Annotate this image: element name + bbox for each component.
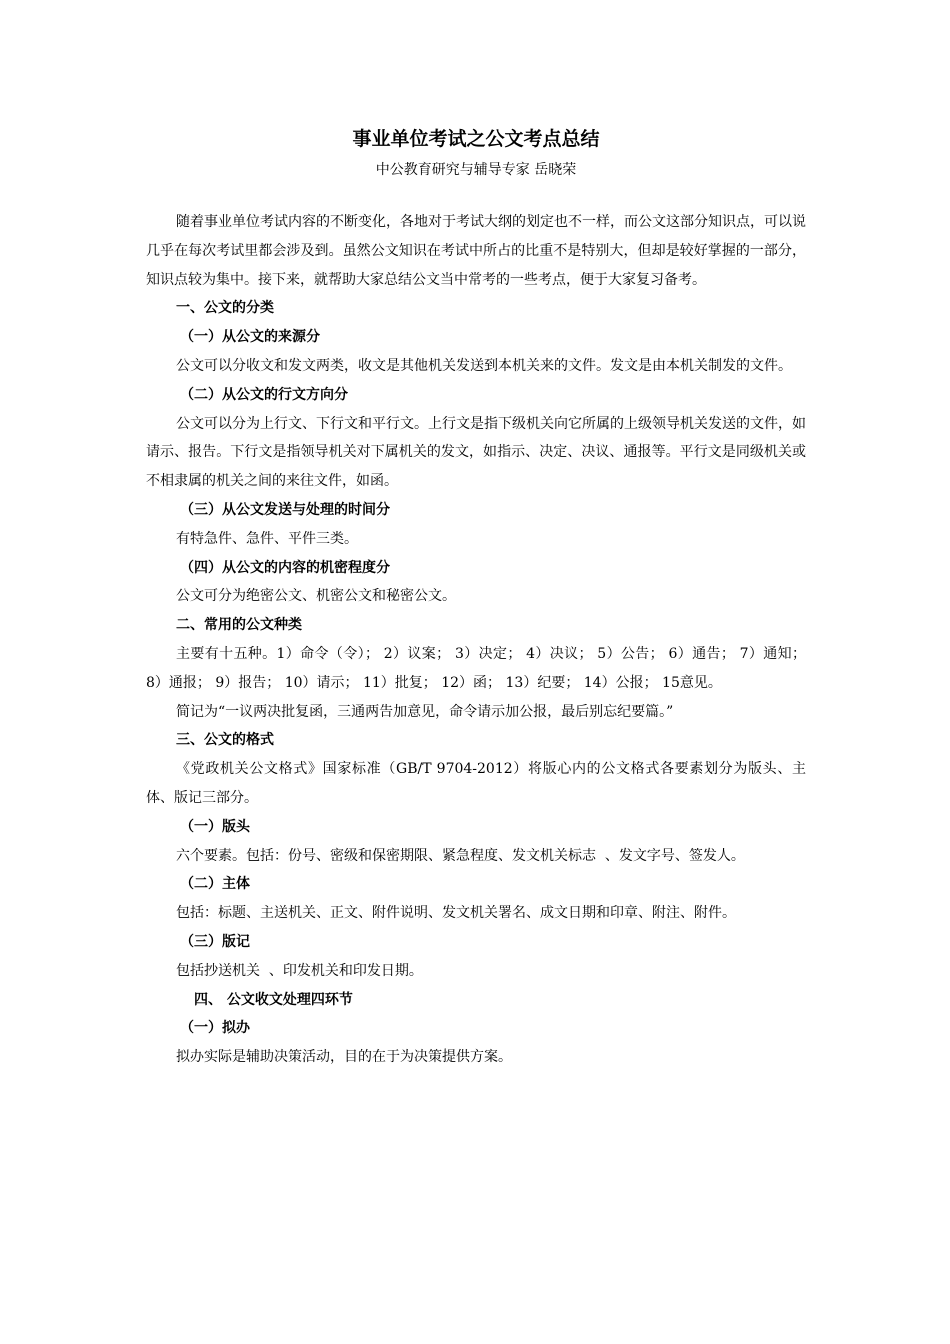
subsection-heading: （四）从公文的内容的机密程度分 [180, 559, 390, 576]
section-heading-1: 一、公文的分类 [176, 300, 274, 317]
document-page [146, 122, 811, 1072]
subsection-heading: （一）从公文的来源分 [180, 329, 320, 346]
body-paragraph: 《党政机关公文格式》国家标准（GB/T 9704-2012）将版心内的公文格式各要素划分为版头、主体、版记三部分。 [146, 761, 806, 806]
subsection-heading: （三）从公文发送与处理的时间分 [180, 501, 390, 518]
body-paragraph: 六个要素。包括：份号、密级和保密期限、紧急程度、发文机关标志 、发文字号、签发人。 [176, 847, 745, 864]
body-paragraph: 有特急件、急件、平件三类。 [176, 530, 358, 547]
subsection-heading: （二）主体 [180, 876, 250, 893]
section-heading-2: 二、常用的公文种类 [176, 617, 302, 634]
body-paragraph: 主要有十五种。1）命令（令）； 2）议案； 3）决定； 4）决议； 5）公告； 6）通告； 7）通知； 8）通报； 9）报告； 10）请示； 11）批复； 12）函； 13）纪要； 14）公报； 15意见。 [146, 645, 811, 691]
subsection-heading: （一）拟办 [180, 1020, 250, 1037]
intro-paragraph: 随着事业单位考试内容的不断变化，各地对于考试大纲的划定也不一样，而公文这部分知识点，可以说几乎在每次考试里都会涉及到。虽然公文知识在考试中所占的比重不是特别大，但却是较好掌握的一部分，知识点较为集中。接下来，就帮助大家总结公文当中常考的一些考点，便于大家复习备考。 [146, 214, 806, 288]
body-paragraph: 包括抄送机关 、印发机关和印发日期。 [176, 962, 423, 979]
body-paragraph: 拟办实际是辅助决策活动，目的在于为决策提供方案。 [176, 1049, 512, 1066]
document-title: 事业单位考试之公文考点总结 [352, 128, 600, 150]
section-heading-4: 四、 公文收文处理四环节 [194, 991, 353, 1008]
body-paragraph: 公文可以分收文和发文两类，收文是其他机关发送到本机关来的文件。发文是由本机关制发的文件。 [176, 357, 792, 374]
author-line: 中公教育研究与辅导专家 岳晓荣 [375, 162, 577, 178]
subsection-heading: （二）从公文的行文方向分 [180, 386, 348, 403]
mnemonic-paragraph: 简记为“一议两决批复函，三通两告加意见，命令请示加公报，最后别忘纪要篇。” [176, 703, 674, 720]
body-paragraph: 包括：标题、主送机关、正文、附件说明、发文机关署名、成文日期和印章、附注、附件。 [176, 905, 736, 922]
section-heading-3: 三、公文的格式 [176, 732, 274, 749]
subsection-heading: （三）版记 [180, 933, 250, 950]
subsection-heading: （一）版头 [180, 818, 250, 835]
body-paragraph: 公文可以分为上行文、下行文和平行文。上行文是指下级机关向它所属的上级领导机关发送的文件，如请示、报告。下行文是指领导机关对下属机关的发文，如指示、决定、决议、通报等。平行文是同级机关或不相隶属的机关之间的来往文件，如函。 [146, 415, 806, 490]
body-paragraph: 公文可分为绝密公文、机密公文和秘密公文。 [176, 588, 456, 605]
